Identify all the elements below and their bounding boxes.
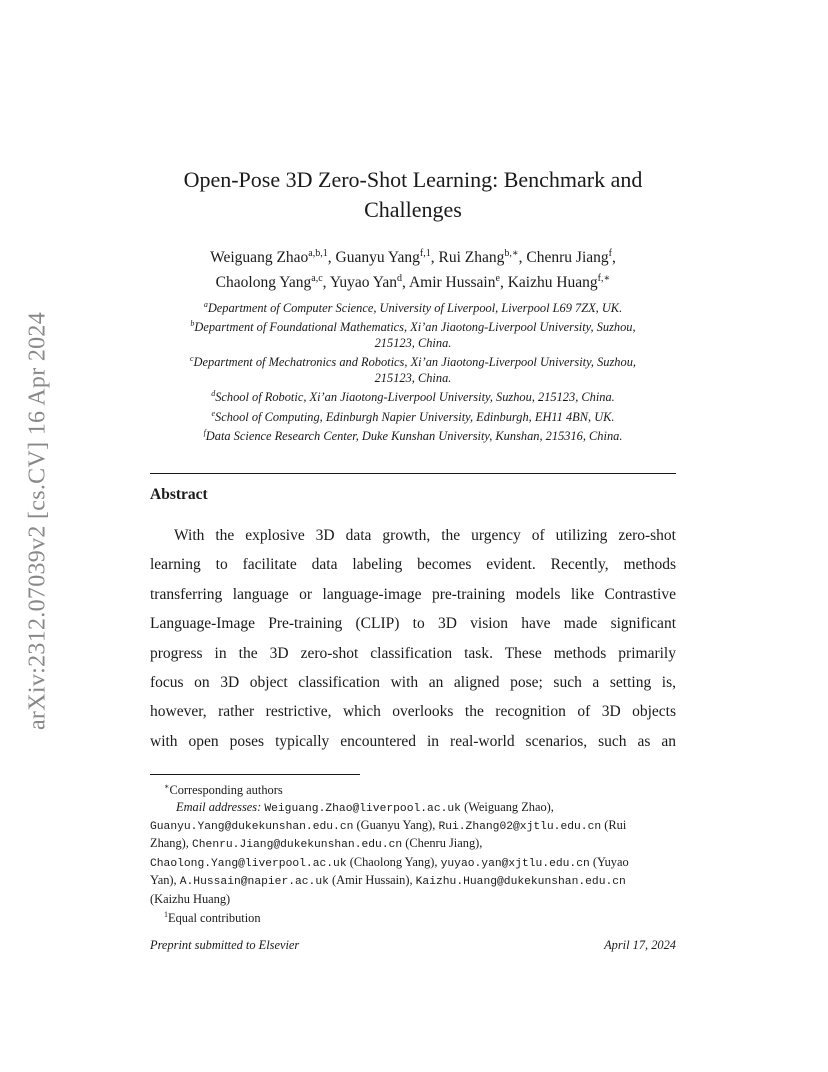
footnote-emails-line-2 bbox=[150, 817, 676, 835]
author-sep: , bbox=[327, 249, 336, 267]
affiliation-item bbox=[150, 316, 676, 335]
author-name: Chaolong Yang bbox=[215, 274, 312, 292]
email-link[interactable]: yuyao.yan@xjtlu.edu.cn bbox=[440, 857, 590, 870]
abstract-body bbox=[150, 521, 676, 756]
affiliation-item bbox=[150, 425, 676, 444]
email-link[interactable]: Weiguang.Zhao@liverpool.ac.uk bbox=[264, 802, 461, 815]
email-owner: (Guanyu Yang), bbox=[356, 817, 436, 832]
abstract-line: with open poses typically encountered in real-world scenarios, such as an bbox=[150, 732, 676, 750]
affiliation-text: Department of Computer Science, University of Liverpool, Liverpool L69 7ZX, UK. bbox=[207, 301, 623, 316]
affiliation-text: School of Robotic, Xi’an Jiaotong-Liverpool University, Suzhou, 215123, China. bbox=[215, 390, 615, 405]
affiliation-mark: d bbox=[211, 389, 216, 399]
email-owner: (Yuyao bbox=[592, 854, 629, 869]
footnote-mark: ∗ bbox=[164, 782, 170, 791]
footnote-emails-line-5 bbox=[150, 872, 676, 890]
author-name: Rui Zhang bbox=[438, 249, 505, 267]
footnote-emails-line-1 bbox=[150, 799, 676, 817]
abstract-line: progress in the 3D zero-shot classification task. These methods primarily bbox=[150, 644, 676, 662]
author-affil-mark: d bbox=[397, 273, 403, 285]
author-list bbox=[150, 243, 676, 293]
email-link[interactable]: Guanyu.Yang@dukekunshan.edu.cn bbox=[150, 820, 354, 833]
abstract-line: learning to facilitate data labeling becomes evident. Recently, methods bbox=[150, 556, 676, 574]
author-name: Guanyu Yang bbox=[335, 249, 420, 267]
affiliation-mark: e bbox=[211, 408, 216, 418]
footnote-emails-line-4 bbox=[150, 854, 676, 872]
affiliation-item bbox=[150, 297, 676, 316]
footnote-corresponding bbox=[150, 779, 676, 799]
abstract-divider bbox=[150, 473, 676, 474]
footnotes bbox=[150, 779, 676, 927]
email-owner: Yan), bbox=[150, 873, 177, 888]
email-link[interactable]: Kaizhu.Huang@dukekunshan.edu.cn bbox=[415, 876, 626, 889]
affiliation-mark: a bbox=[203, 300, 208, 309]
author-affil-mark: e bbox=[495, 273, 500, 285]
author-affil-mark: a,c bbox=[311, 273, 323, 285]
page-footer bbox=[150, 938, 676, 953]
author-line-1 bbox=[150, 243, 676, 268]
email-link[interactable]: Chaolong.Yang@liverpool.ac.uk bbox=[150, 857, 347, 870]
abstract-line: Language-Image Pre-training (CLIP) to 3D vision have made significant bbox=[150, 615, 676, 633]
author-affil-mark: f,1 bbox=[419, 248, 431, 259]
email-owner: (Chaolong Yang), bbox=[349, 854, 438, 869]
footer-date: April 17, 2024 bbox=[604, 938, 676, 952]
author-name: Kaizhu Huang bbox=[507, 274, 598, 292]
footer-preprint-note: Preprint submitted to Elsevier bbox=[150, 938, 300, 952]
arxiv-identifier-text: arXiv:2312.07039v2 [cs.CV] 16 Apr 2024 bbox=[24, 311, 51, 731]
author-name: Yuyao Yan bbox=[329, 274, 398, 292]
affiliation-mark: f bbox=[203, 427, 206, 437]
author-affil-mark: b,∗ bbox=[504, 248, 519, 259]
affiliation-item bbox=[150, 386, 676, 405]
email-owner: (Rui bbox=[604, 817, 627, 832]
author-sep: , bbox=[322, 274, 330, 292]
author-affil-mark: f,∗ bbox=[597, 273, 611, 285]
footnote-mark: 1 bbox=[164, 909, 168, 919]
author-sep: , bbox=[430, 249, 439, 267]
email-link[interactable]: Rui.Zhang02@xjtlu.edu.cn bbox=[438, 820, 602, 833]
author-sep: , bbox=[402, 274, 409, 292]
author-name: Chenru Jiang bbox=[526, 249, 609, 267]
email-link[interactable]: Chenru.Jiang@dukekunshan.edu.cn bbox=[192, 839, 403, 852]
author-sep: , bbox=[518, 249, 527, 267]
affiliation-continuation: 215123, China. bbox=[374, 336, 452, 351]
arxiv-identifier bbox=[18, 286, 58, 756]
author-sep: , bbox=[612, 249, 616, 267]
affiliation-text: Department of Mechatronics and Robotics, Xi’an Jiaotong-Liverpool University, Suzhou, bbox=[193, 355, 636, 370]
author-affil-mark: a,b,1 bbox=[308, 248, 328, 259]
author-line-2 bbox=[150, 268, 676, 293]
footnote-emails-line-6 bbox=[150, 891, 676, 907]
email-label: Email addresses: bbox=[176, 799, 262, 814]
affiliation-text: School of Computing, Edinburgh Napier University, Edinburgh, EH11 4BN, UK. bbox=[215, 409, 615, 424]
abstract-heading: Abstract bbox=[150, 486, 208, 503]
affiliation-continuation: 215123, China. bbox=[374, 371, 452, 386]
affiliation-mark: b bbox=[190, 319, 195, 329]
footnote-emails-line-3 bbox=[150, 835, 676, 853]
affiliation-mark: c bbox=[189, 354, 194, 364]
email-owner: (Weiguang Zhao), bbox=[464, 799, 554, 814]
abstract-line: however, rather restrictive, which overlooks the recognition of 3D objects bbox=[150, 703, 676, 721]
author-name: Weiguang Zhao bbox=[210, 249, 309, 267]
affiliation-text: Department of Foundational Mathematics, Xi’an Jiaotong-Liverpool University, Suzhou, bbox=[194, 320, 636, 335]
email-owner: (Chenru Jiang), bbox=[405, 836, 483, 851]
title-line-2: Challenges bbox=[364, 197, 462, 222]
paper-title bbox=[150, 165, 676, 225]
footnote-divider bbox=[150, 774, 360, 775]
affiliation-list bbox=[150, 297, 676, 444]
email-owner: (Kaizhu Huang) bbox=[150, 891, 231, 906]
affiliation-item bbox=[150, 406, 676, 425]
author-name: Amir Hussain bbox=[408, 274, 496, 292]
abstract-line: transferring language or language-image pre-training models like Contrastive bbox=[150, 585, 676, 603]
title-line-1: Open-Pose 3D Zero-Shot Learning: Benchmark and bbox=[183, 167, 643, 192]
abstract-line: With the explosive 3D data growth, the urgency of utilizing zero-shot bbox=[174, 527, 676, 544]
author-affil-mark: f bbox=[608, 248, 612, 259]
email-owner: Zhang), bbox=[150, 836, 189, 851]
footnote-equal bbox=[150, 907, 676, 927]
footnote-text: Corresponding authors bbox=[169, 783, 283, 798]
footnote-text: Equal contribution bbox=[168, 911, 261, 926]
author-sep: , bbox=[499, 274, 508, 292]
affiliation-item bbox=[150, 351, 676, 370]
email-link[interactable]: A.Hussain@napier.ac.uk bbox=[179, 876, 329, 889]
email-owner: (Amir Hussain), bbox=[332, 873, 413, 888]
abstract-line: focus on 3D object classification with an aligned pose; such a setting is, bbox=[150, 674, 676, 692]
affiliation-text: Data Science Research Center, Duke Kunshan University, Kunshan, 215316, China. bbox=[205, 428, 623, 443]
